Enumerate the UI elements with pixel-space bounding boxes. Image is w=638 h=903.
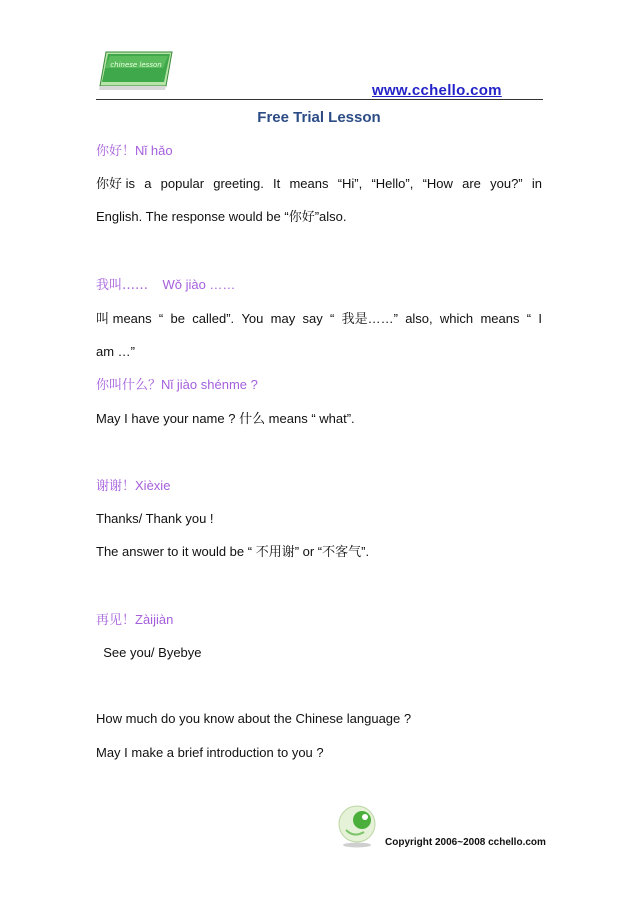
site-url-link[interactable]: www.cchello.com — [372, 82, 502, 99]
word: called”. — [192, 311, 235, 326]
paragraph-line-justified — [96, 176, 542, 192]
word: may — [270, 311, 296, 326]
word: also, — [405, 311, 433, 326]
phrase-heading-nijiaoshenme — [96, 377, 542, 394]
paragraph-line: How much do you know about the Chinese language ? — [96, 711, 412, 726]
paragraph-line: The answer to it would be “ 不用谢” or “不客气”. — [96, 544, 370, 559]
word: be — [170, 311, 185, 326]
phrase-heading-zaijian — [96, 612, 542, 629]
word: “ — [526, 311, 532, 326]
word: you?” — [490, 176, 523, 191]
paragraph-line: English. The response would be “你好”also. — [96, 209, 347, 224]
paragraph-line: May I make a brief introduction to you ? — [96, 745, 324, 760]
word: “Hello”, — [371, 176, 414, 191]
word: which — [439, 311, 474, 326]
word: in — [531, 176, 542, 191]
footer-copyright: Copyright 2006~2008 cchello.com — [385, 837, 546, 848]
phrase-pinyin: Wǒ jiào …… — [162, 277, 236, 292]
word: a — [144, 176, 152, 191]
word: 你好 is — [96, 176, 136, 191]
paragraph-line: May I have your name ? 什么 means “ what”. — [96, 411, 355, 426]
word: are — [462, 176, 481, 191]
word: 我是……” — [341, 311, 398, 326]
word: greeting. — [213, 176, 264, 191]
phrase-heading-nihao — [96, 143, 542, 160]
paragraph-line: See you/ Byebye — [96, 645, 202, 660]
phrase-heading-wojiao — [96, 277, 542, 294]
word: “Hi”, — [337, 176, 363, 191]
word: I — [538, 311, 542, 326]
phrase-pinyin: Zàijiàn — [135, 612, 174, 627]
word: “ — [158, 311, 164, 326]
mascot-ball-icon — [334, 804, 380, 848]
phrase-pinyin: Xièxie — [135, 478, 171, 493]
phrase-chinese: 你好！ — [96, 144, 136, 159]
phrase-chinese: 我叫…… — [96, 278, 149, 293]
word: “ — [329, 311, 335, 326]
word: You — [241, 311, 264, 326]
word: say — [302, 311, 323, 326]
phrase-chinese: 你叫什么？ — [96, 378, 162, 393]
word: means — [289, 176, 329, 191]
word: popular — [160, 176, 205, 191]
word: “How — [422, 176, 453, 191]
phrase-pinyin: Nǐ jiào shénme ? — [161, 377, 258, 392]
phrase-chinese: 谢谢！ — [96, 479, 136, 494]
phrase-pinyin: Nǐ hǎo — [135, 143, 173, 158]
word: It — [273, 176, 281, 191]
page-title: Free Trial Lesson — [257, 109, 381, 126]
word: means — [480, 311, 520, 326]
logo-book-icon — [96, 48, 176, 92]
phrase-chinese: 再见！ — [96, 613, 136, 628]
word: 叫 means — [96, 311, 152, 326]
phrase-heading-xiexie — [96, 478, 542, 495]
paragraph-line: Thanks/ Thank you ! — [96, 511, 214, 526]
paragraph-line-justified — [96, 311, 542, 327]
header-divider — [96, 99, 543, 100]
logo-text: chinese lesson — [110, 61, 162, 69]
paragraph-line: am …” — [96, 344, 135, 359]
